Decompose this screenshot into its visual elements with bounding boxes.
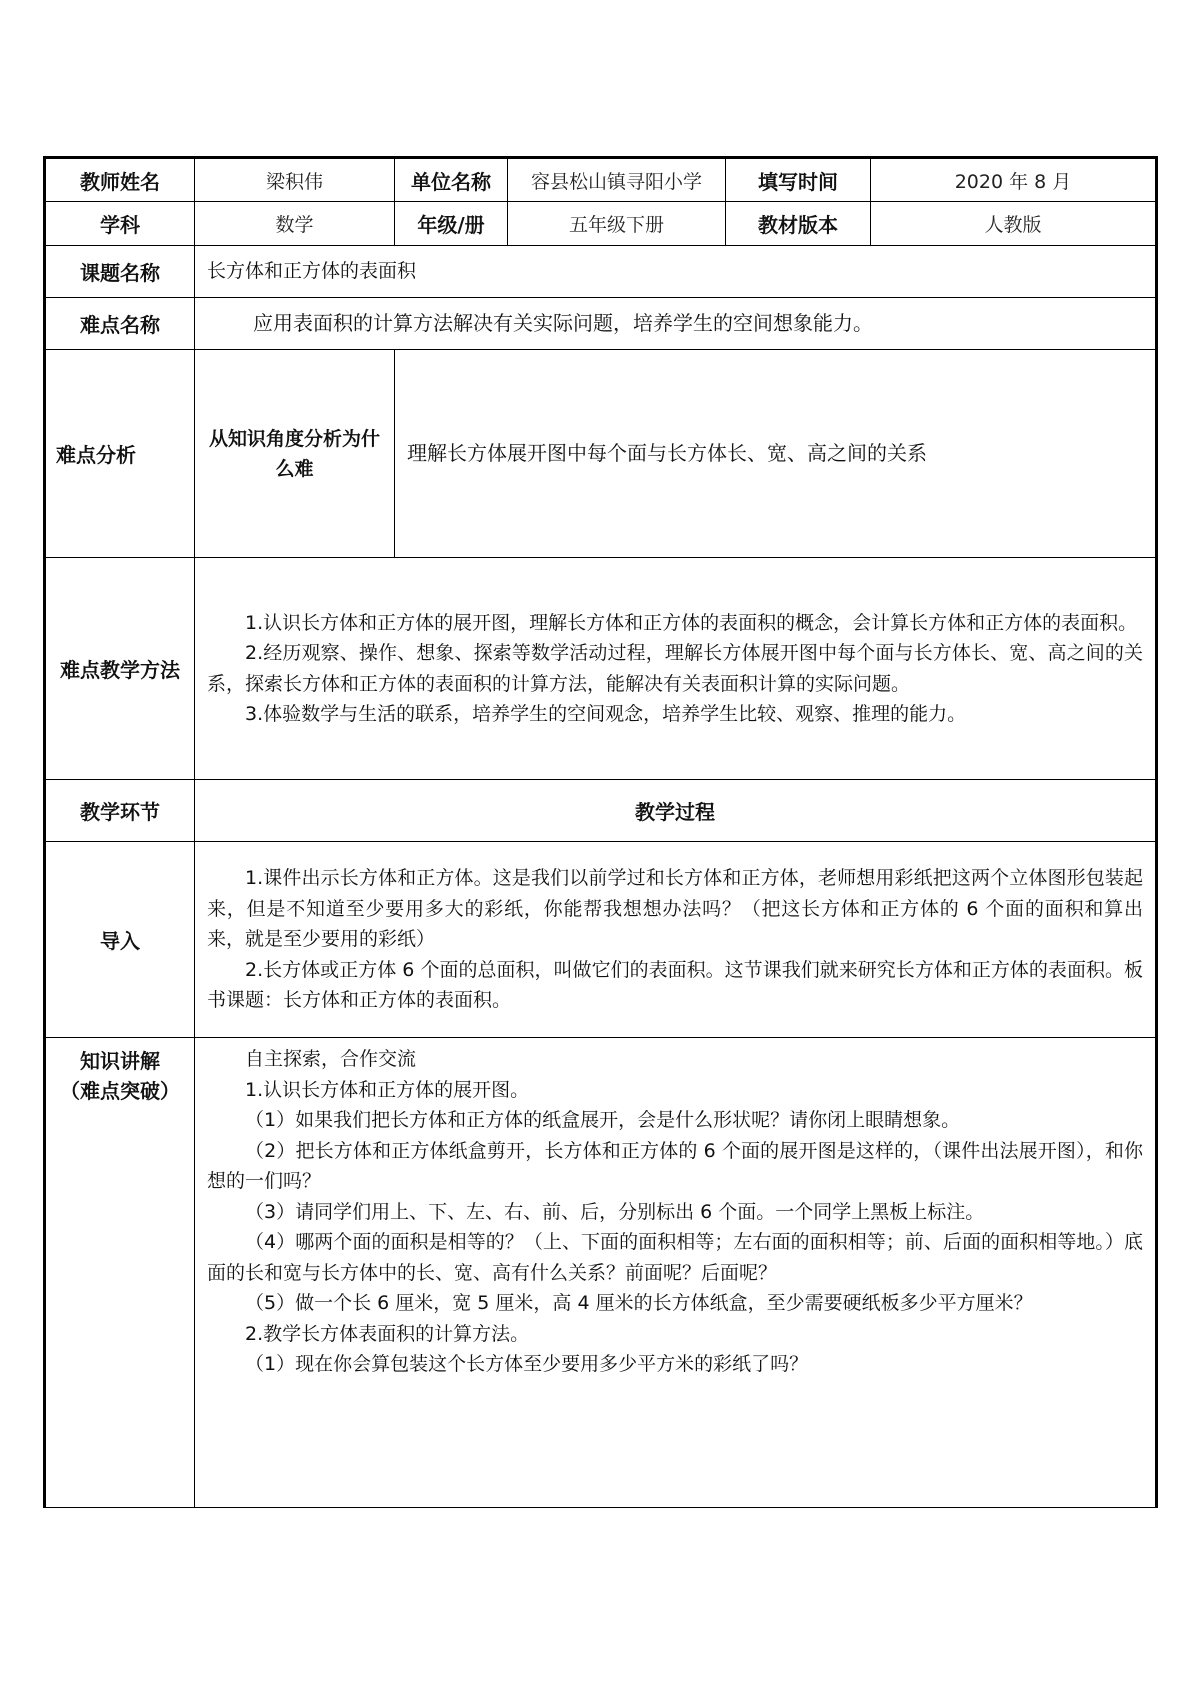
method-row xyxy=(45,558,1157,780)
knowledge-item-5: （3）请同学们用上、下、左、右、前、后，分别标出 6 个面。一个同学上黑板上标注。 xyxy=(245,1200,985,1223)
knowledge-item-4: （2）把长方体和正方体纸盒剪开，长方体和正方体的 6 个面的展开图是这样的，（课件出法展开图），和你想的一们吗？ xyxy=(207,1139,1143,1192)
analysis-label: 难点分析 xyxy=(45,350,195,558)
method-item-2: 2.经历观察、操作、想象、探索等数学活动过程，理解长方体展开图中每个面与长方体长、宽、高之间的关系，探索长方体和正方体的表面积的计算方法，能解决有关表面积计算的实际问题。 xyxy=(207,642,1143,695)
edition-label: 教材版本 xyxy=(726,202,871,246)
info-row-2 xyxy=(45,202,1157,246)
knowledge-item-3: （1）如果我们把长方体和正方体的纸盒展开，会是什么形状呢？请你闭上眼睛想象。 xyxy=(245,1109,961,1131)
knowledge-item-7: （5）做一个长 6 厘米，宽 5 厘米，高 4 厘米的长方体纸盒，至少需要硬纸板多少平方厘米？ xyxy=(245,1292,1033,1314)
lesson-plan-table xyxy=(43,156,1158,1508)
knowledge-label-line-2: （难点突破） xyxy=(60,1079,180,1103)
edition-value: 人教版 xyxy=(871,202,1157,246)
method-item-1: 1.认识长方体和正方体的展开图，理解长方体和正方体的表面积的概念，会计算长方体和正方体的表面积。 xyxy=(245,611,1138,634)
lesson-plan-form xyxy=(43,156,1155,1508)
knowledge-item-1: 自主探索，合作交流 xyxy=(245,1048,417,1070)
date-value: 2020 年 8 月 xyxy=(871,158,1157,202)
method-content xyxy=(195,558,1157,780)
analysis-row xyxy=(45,350,1157,558)
difficulty-value: 应用表面积的计算方法解决有关实际问题，培养学生的空间想象能力。 xyxy=(195,298,1157,350)
process-label: 教学过程 xyxy=(195,780,1157,842)
info-row-1 xyxy=(45,158,1157,202)
difficulty-row xyxy=(45,298,1157,350)
teacher-label: 教师姓名 xyxy=(45,158,195,202)
subject-value: 数学 xyxy=(195,202,395,246)
unit-label: 单位名称 xyxy=(395,158,508,202)
intro-content xyxy=(195,842,1157,1038)
teacher-name: 梁积伟 xyxy=(195,158,395,202)
topic-row xyxy=(45,246,1157,298)
analysis-sub-label: 从知识角度分析为什么难 xyxy=(195,350,395,558)
intro-label: 导入 xyxy=(45,842,195,1038)
process-header-row xyxy=(45,780,1157,842)
knowledge-content xyxy=(195,1038,1157,1508)
knowledge-row xyxy=(45,1038,1157,1508)
intro-row xyxy=(45,842,1157,1038)
intro-item-1: 1.课件出示长方体和正方体。这是我们以前学过和长方体和正方体，老师想用彩纸把这两个立体图形包装起来，但是不知道至少要用多大的彩纸，你能帮我想想办法吗？（把这长方体和正方体的 6 个面的面积和算出来，就是至少要用的彩纸） xyxy=(207,867,1143,951)
topic-label: 课题名称 xyxy=(45,246,195,298)
intro-item-2: 2.长方体或正方体 6 个面的总面积，叫做它们的表面积。这节课我们就来研究长方体和正方体的表面积。板书课题：长方体和正方体的表面积。 xyxy=(207,958,1143,1012)
subject-label: 学科 xyxy=(45,202,195,246)
difficulty-label: 难点名称 xyxy=(45,298,195,350)
topic-value: 长方体和正方体的表面积 xyxy=(195,246,1157,298)
unit-name: 容县松山镇寻阳小学 xyxy=(508,158,726,202)
knowledge-item-9: （1）现在你会算包装这个长方体至少要用多少平方米的彩纸了吗？ xyxy=(245,1353,809,1375)
knowledge-item-6: （4）哪两个面的面积是相等的？（上、下面的面积相等；左右面的面积相等；前、后面的面积相等地。）底面的长和宽与长方体中的长、宽、高有什么关系？前面呢？后面呢？ xyxy=(207,1231,1143,1284)
method-item-3: 3.体验数学与生活的联系，培养学生的空间观念，培养学生比较、观察、推理的能力。 xyxy=(245,703,967,725)
method-label: 难点教学方法 xyxy=(45,558,195,780)
knowledge-label xyxy=(45,1038,195,1508)
knowledge-item-8: 2.教学长方体表面积的计算方法。 xyxy=(245,1322,530,1345)
date-label: 填写时间 xyxy=(726,158,871,202)
knowledge-label-line-1: 知识讲解 xyxy=(80,1049,160,1073)
stage-label: 教学环节 xyxy=(45,780,195,842)
grade-label: 年级/册 xyxy=(395,202,508,246)
analysis-value: 理解长方体展开图中每个面与长方体长、宽、高之间的关系 xyxy=(395,350,1157,558)
knowledge-item-2: 1.认识长方体和正方体的展开图。 xyxy=(245,1078,530,1101)
grade-value: 五年级下册 xyxy=(508,202,726,246)
